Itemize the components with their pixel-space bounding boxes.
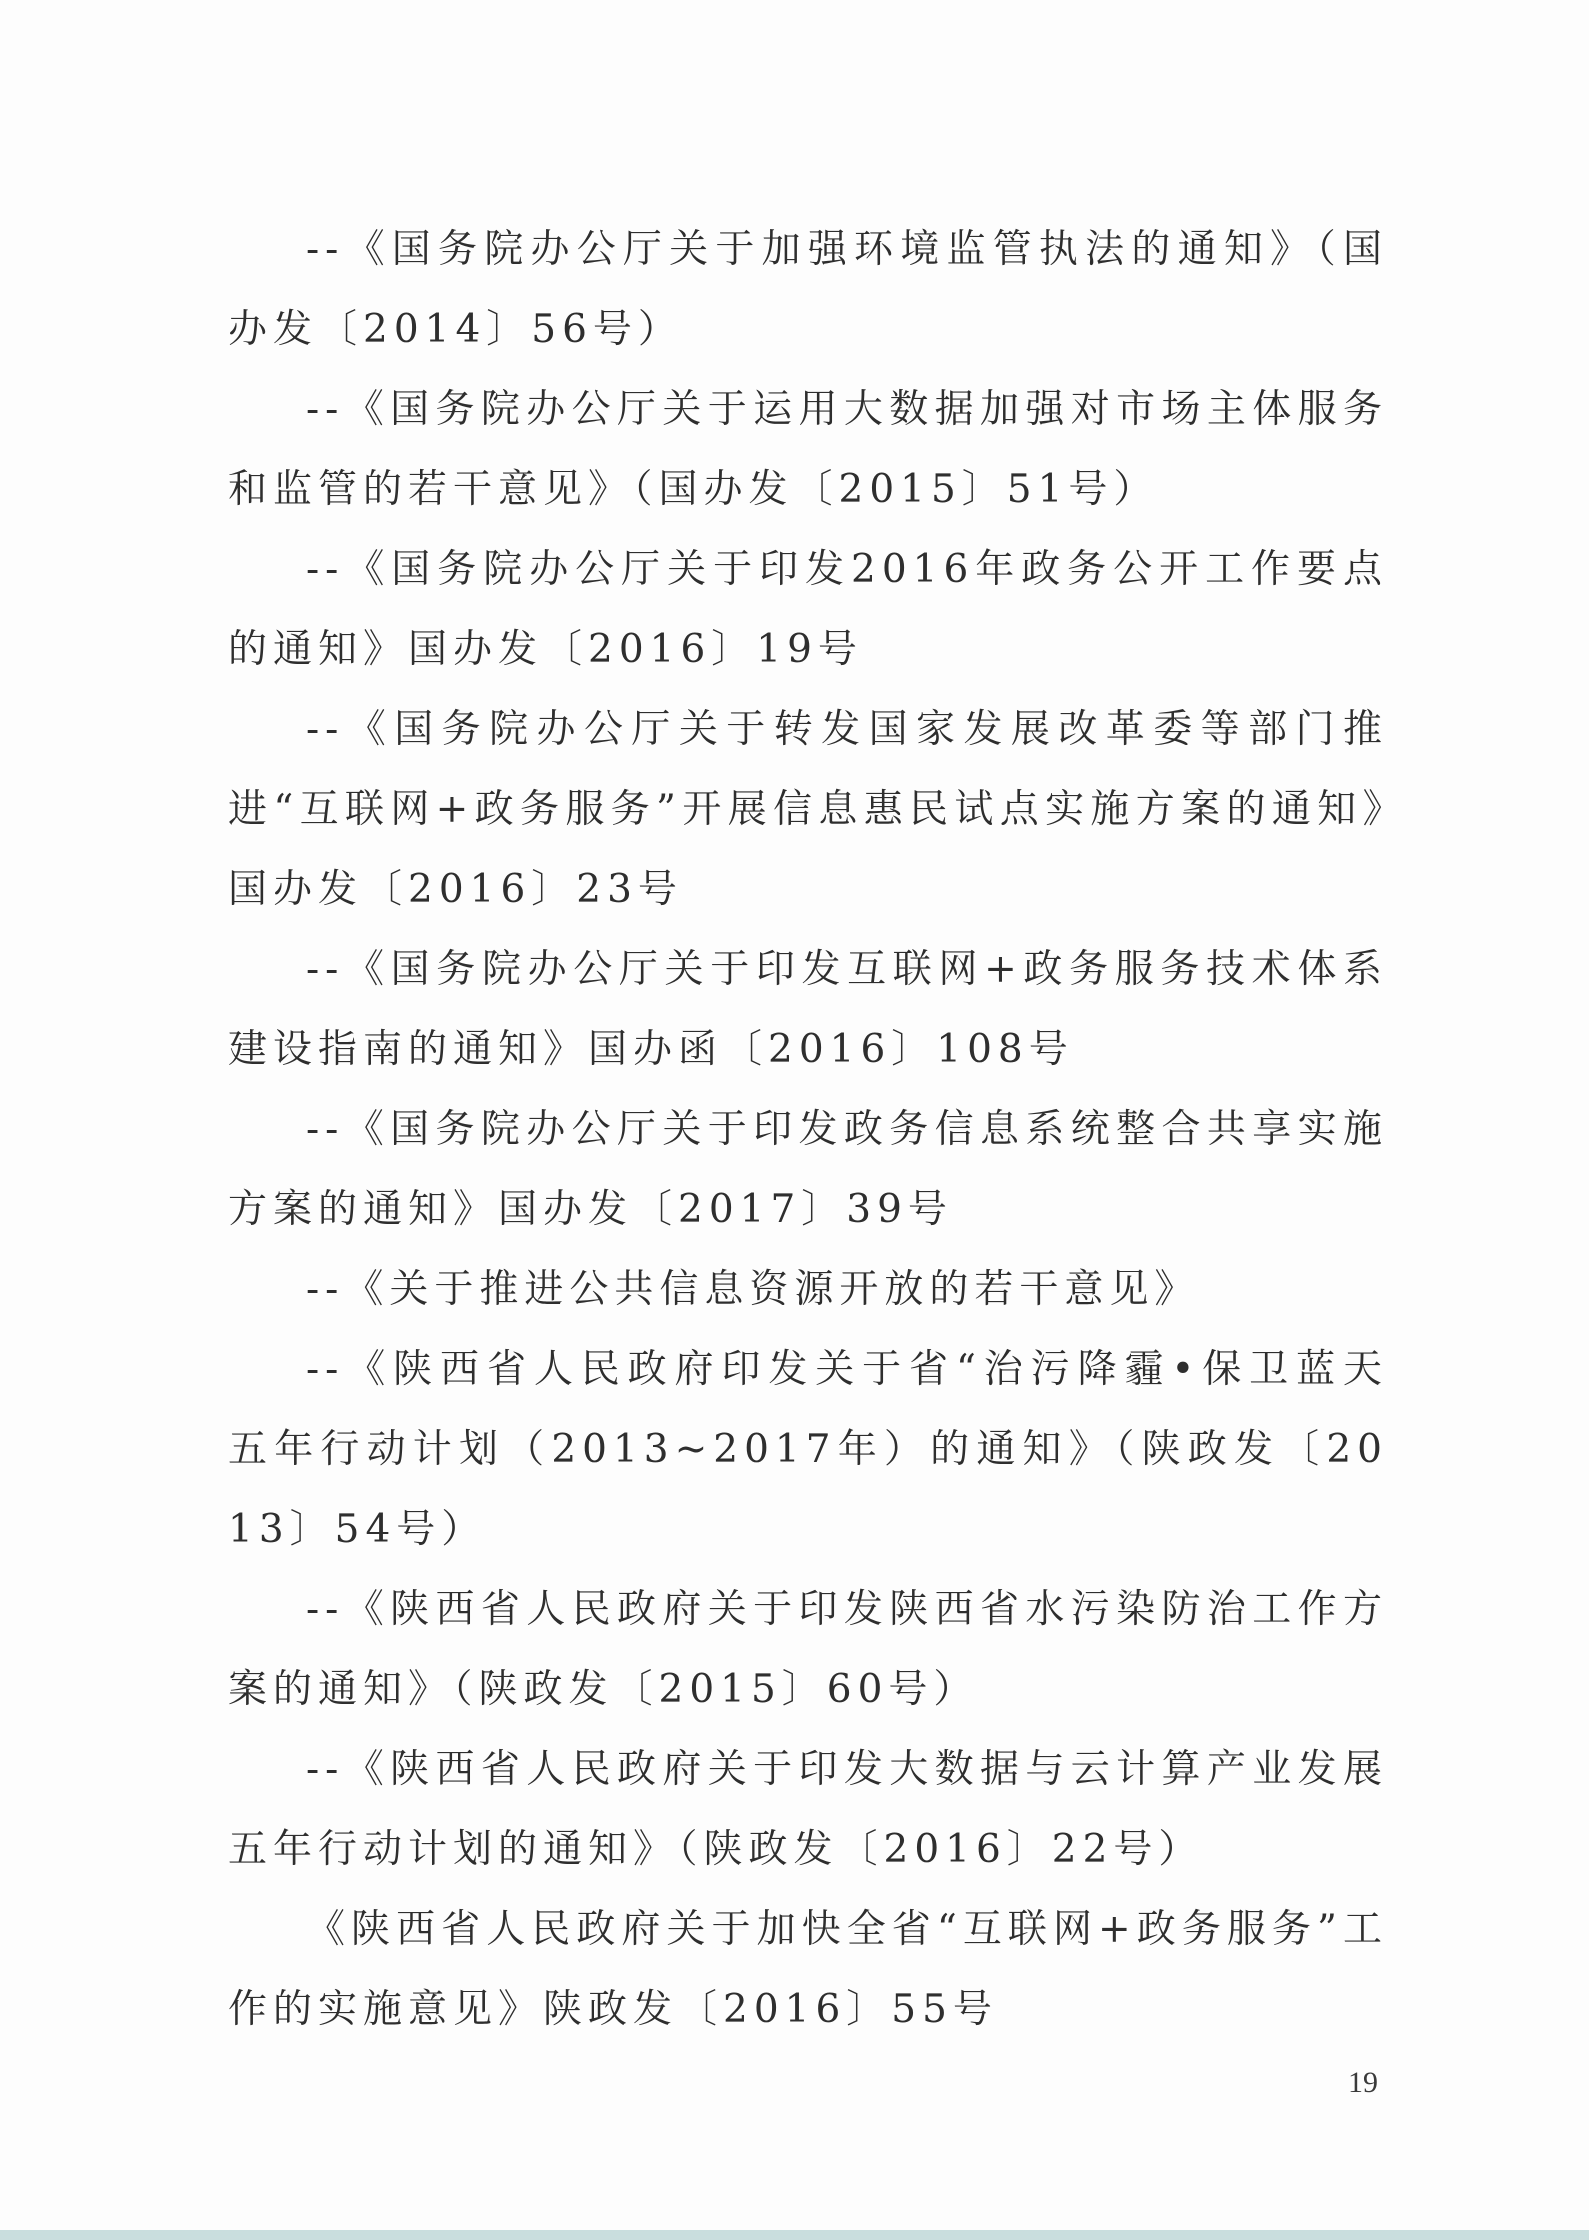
reference-item: --《国务院办公厅关于印发互联网+政务服务技术体系建设指南的通知》国办函〔2016〕108号 <box>228 947 1388 1072</box>
reference-item: 《陕西省人民政府关于加快全省“互联网+政务服务”工作的实施意见》陕政发〔2016〕55号 <box>228 1907 1388 2032</box>
reference-item: --《国务院办公厅关于运用大数据加强对市场主体服务和监管的若干意见》（国办发〔2015〕51号） <box>228 387 1388 512</box>
reference-list <box>228 210 1388 2050</box>
reference-item: --《陕西省人民政府关于印发陕西省水污染防治工作方案的通知》（陕政发〔2015〕60号） <box>228 1587 1388 1712</box>
reference-item: --《国务院办公厅关于印发2016年政务公开工作要点的通知》国办发〔2016〕19号 <box>228 547 1388 672</box>
reference-item: --《国务院办公厅关于转发国家发展改革委等部门推进“互联网+政务服务”开展信息惠民试点实施方案的通知》国办发〔2016〕23号 <box>228 707 1388 912</box>
scan-bottom-edge <box>0 2230 1589 2240</box>
reference-item: --《国务院办公厅关于加强环境监管执法的通知》（国办发〔2014〕56号） <box>228 227 1388 352</box>
reference-item: --《国务院办公厅关于印发政务信息系统整合共享实施方案的通知》国办发〔2017〕39号 <box>228 1107 1388 1232</box>
reference-item: --《关于推进公共信息资源开放的若干意见》 <box>306 1267 1200 1312</box>
page-number: 19 <box>1348 2066 1378 2099</box>
reference-item: --《陕西省人民政府关于印发大数据与云计算产业发展五年行动计划的通知》（陕政发〔2016〕22号） <box>228 1747 1388 1872</box>
reference-item: --《陕西省人民政府印发关于省“治污降霾•保卫蓝天五年行动计划（2013~2017年）的通知》（陕政发〔2013〕54号） <box>228 1347 1388 1552</box>
